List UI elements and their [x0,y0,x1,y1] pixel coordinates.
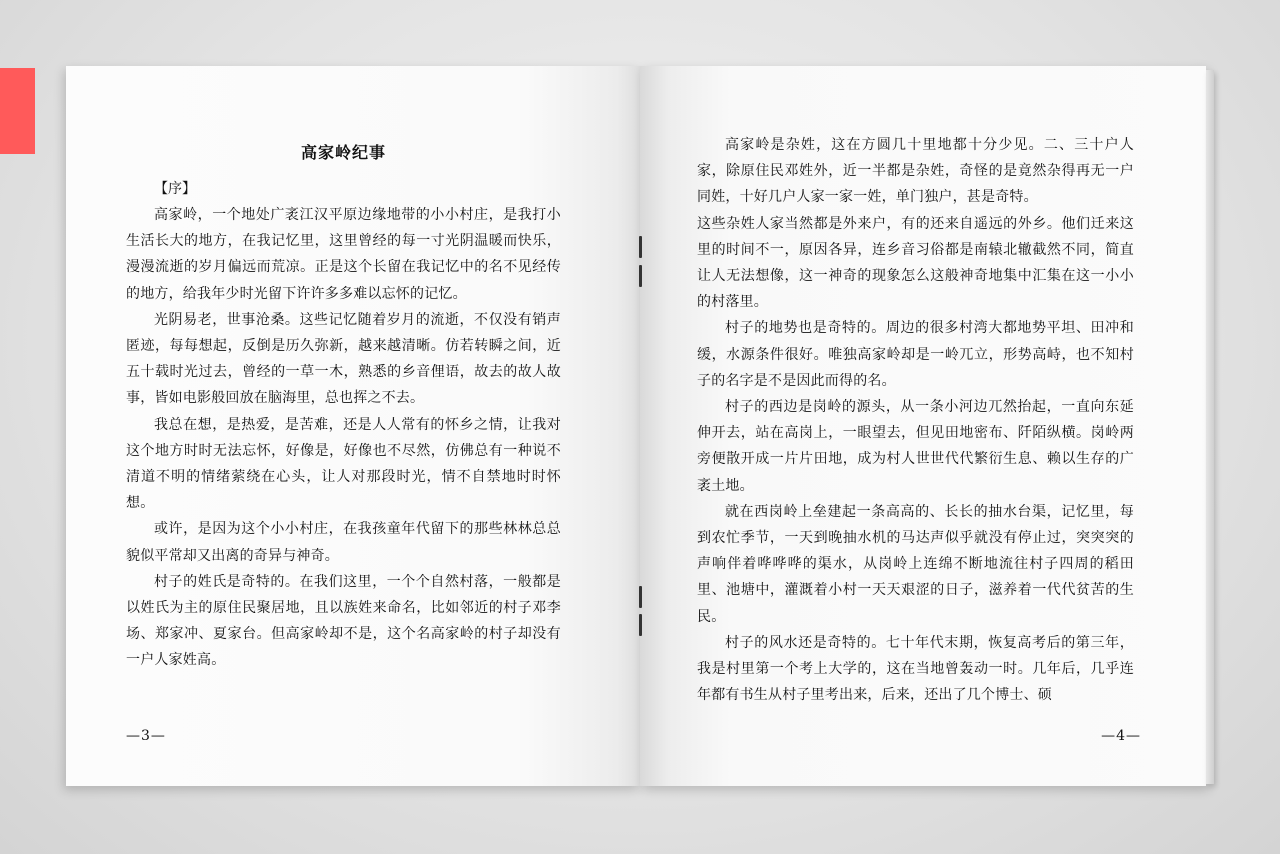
body-paragraph: 就在西岗岭上垒建起一条高高的、长长的抽水台渠，记忆里，每到农忙季节，一天到晚抽水机的马达声似乎就没有停止过，突突突的声响伴着哗哗哗的渠水，从岗岭上连绵不断地流往村子四周的稻田里、池塘中，灌溉着小村一天天艰涩的日子，滋养着一代代贫苦的生民。 [697,503,1134,625]
staple-mark [639,614,642,636]
right-page [640,66,1206,786]
page-number-left: —3— [126,728,166,744]
body-paragraph: 村子的地势也是奇特的。周边的很多村湾大都地势平坦、田冲和缓，水源条件很好。唯独高家岭却是一岭兀立，形势高峙，也不知村子的名字是不是因此而得的名。 [697,320,1134,389]
staple-mark [639,236,642,258]
staple-mark [639,586,642,608]
body-paragraph: 村子的姓氏是奇特的。在我们这里，一个个自然村落，一般都是以姓氏为主的原住民聚居地，且以族姓来命名，比如邻近的村子邓李场、郑家冲、夏家台。但高家岭却不是，这个名高家岭的村子却没有一户人家姓高。 [126,573,561,669]
page-title: 高家岭纪事 [300,143,386,162]
body-paragraph: 我总在想，是热爱，是苦难，还是人人常有的怀乡之情，让我对这个地方时时无法忘怀，好像是，好像也不尽然，仿佛总有一种说不清道不明的情绪萦绕在心头，让人对那段时光，情不自禁地时时怀想。 [126,416,561,512]
body-paragraph: 村子的西边是岗岭的源头，从一条小河边兀然抬起，一直向东延伸开去，站在高岗上，一眼望去，但见田地密布、阡陌纵横。岗岭两旁便散开成一片片田地，成为村人世世代代繁衍生息、赖以生存的广袤土地。 [697,399,1134,494]
body-paragraph: 或许，是因为这个小小村庄，在我孩童年代留下的那些林林总总貌似平常却又出离的奇异与神奇。 [126,521,561,564]
page-stack-edge [1206,70,1214,784]
body-paragraph: 光阴易老，世事沧桑。这些记忆随着岁月的流逝，不仅没有销声匿迹，每每想起，反倒是历久弥新，越来越清晰。仿若转瞬之间，近五十载时光过去，曾经的一草一木，熟悉的乡音俚语，故去的故人故事，皆如电影般回放在脑海里，总也挥之不去。 [126,311,561,407]
body-paragraph: 这些杂姓人家当然都是外来户，有的还来自遥远的外乡。他们迁来这里的时间不一，原因各异，连乡音习俗都是南辕北辙截然不同，简直让人无法想像，这一神奇的现象怎么这般神奇地集中汇集在这一小小的村落里。 [697,215,1134,311]
body-paragraph: 高家岭，一个地处广袤江汉平原边缘地带的小小村庄，是我打小生活长大的地方，在我记忆里，这里曾经的每一寸光阴温暖而快乐，漫漫流逝的岁月偏远而荒凉。正是这个长留在我记忆中的名不见经传的地方，给我年少时光留下许许多多难以忘怀的记忆。 [126,207,561,302]
right-page-body [697,132,1134,708]
body-paragraph: 村子的风水还是奇特的。七十年代末期，恢复高考后的第三年，我是村里第一个考上大学的，这在当地曾轰动一时。几年后，几乎连年都有书生从村子里考出来，后来，还出了几个博士、硕 [697,634,1134,704]
body-paragraph: 高家岭是杂姓，这在方圆几十里地都十分少见。二、三十户人家，除原住民邓姓外，近一半都是杂姓，奇怪的是竟然杂得再无一户同姓，十好几户人家一家一姓，单门独户，甚是奇特。 [697,137,1134,206]
left-page [66,66,640,786]
red-corner-tab [0,68,35,154]
left-page-body [126,202,561,674]
section-label: 【序】 [154,181,196,197]
staple-mark [639,265,642,287]
page-number-right: —4— [1101,728,1141,744]
